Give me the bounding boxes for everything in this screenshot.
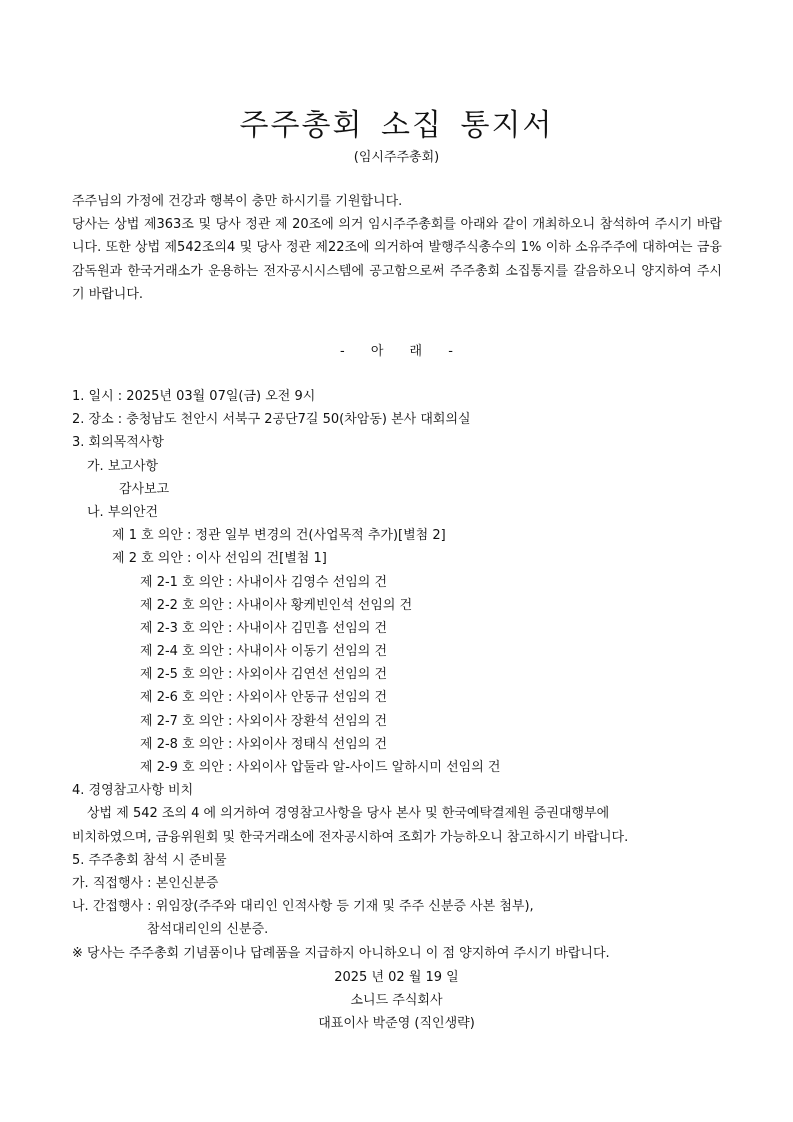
resolution-item: 제 2 호 의안 : 이사 선임의 건[별첨 1] (112, 551, 327, 567)
reference-text-line2: 비치하였으며, 금융위원회 및 한국거래소에 전자공시하여 조회가 가능하오니 참고하시기 바랍니다. (72, 829, 629, 845)
reference-heading: 4. 경영참고사항 비치 (72, 783, 194, 799)
sub-resolution-item: 제 2-1 호 의안 : 사내이사 김영수 선임의 건 (140, 574, 388, 590)
reference-text-line1: 상법 제 542 조의 4 에 의거하여 경영참고사항을 당사 본사 및 한국예탁결제원 증권대행부에 (87, 806, 610, 822)
page-title: 주주총회 소집 통지서 (239, 108, 554, 143)
direct-attendance: 가. 직접행사 : 본인신분증 (72, 875, 219, 891)
intro-section (72, 190, 722, 306)
closing-date: 2025 년 02 월 19 일 (334, 970, 459, 985)
meeting-place: 2. 장소 : 충청남도 천안시 서북구 2공단7길 50(차암동) 본사 대회의실 (72, 412, 471, 428)
intro-body: 당사는 상법 제363조 및 당사 정관 제 20조에 의거 임시주주총회를 아래와 같이 개최하오니 참석하여 주시기 바랍니다. 또한 상법 제542조의4 및 당사 정관 제22조에 의거하여 발행주식총수의 1% 이하 소유주주에 대하여는 금융감독원과 한국거래소가 운용하는 전자공시시스템에 공고함으로써 주주총회 소집통지를 갈음하오니 양지하여 주시기 바랍니다. (72, 217, 722, 302)
agenda-list (72, 385, 732, 965)
report-heading: 가. 보고사항 (87, 458, 159, 474)
sub-resolution-item: 제 2-6 호 의안 : 사외이사 안동규 선임의 건 (140, 690, 388, 706)
meeting-date: 1. 일시 : 2025년 03월 07일(금) 오전 9시 (72, 389, 316, 404)
gift-notice: ※ 당사는 주주총회 기념품이나 답례품을 지급하지 아니하오니 이 점 양지하여 주시기 바랍니다. (72, 945, 610, 961)
agenda-heading: 3. 회의목적사항 (72, 435, 164, 451)
company-name: 소니드 주식회사 (350, 993, 443, 1009)
section-divider-ahrae: - 아 래 - (340, 344, 453, 359)
sub-resolution-item: 제 2-7 호 의안 : 사외이사 장환석 선임의 건 (140, 713, 388, 729)
sub-resolution-item: 제 2-8 호 의안 : 사외이사 정태식 선임의 건 (140, 736, 388, 752)
resolution-item: 제 1 호 의안 : 정관 일부 변경의 건(사업목적 추가)[별첨 2] (112, 528, 446, 544)
sub-resolution-item: 제 2-9 호 의안 : 사외이사 압둘라 알-사이드 알하시미 선임의 건 (140, 760, 501, 775)
report-item: 감사보고 (119, 481, 170, 497)
ceo-signature: 대표이사 박준영 (직인생략) (318, 1016, 475, 1032)
sub-resolution-item: 제 2-2 호 의안 : 사내이사 황케빈인석 선임의 건 (140, 597, 413, 613)
greeting-text: 주주님의 가정에 건강과 행복이 충만 하시기를 기원합니다. (72, 194, 403, 209)
page-subtitle: (임시주주총회) (353, 150, 440, 165)
sub-resolution-item: 제 2-3 호 의안 : 사내이사 김민흠 선임의 건 (140, 620, 388, 636)
resolution-heading: 나. 부의안건 (87, 504, 159, 520)
closing-section (0, 966, 793, 1036)
sub-resolution-item: 제 2-5 호 의안 : 사외이사 김연선 선임의 건 (140, 667, 388, 683)
materials-heading: 5. 주주총회 참석 시 준비물 (72, 852, 227, 868)
proxy-attendance-cont: 참석대리인의 신분증. (147, 922, 269, 938)
proxy-attendance: 나. 간접행사 : 위임장(주주와 대리인 인적사항 등 기재 및 주주 신분증 사본 첨부), (72, 899, 534, 915)
sub-resolution-item: 제 2-4 호 의안 : 사내이사 이동기 선임의 건 (140, 644, 388, 660)
